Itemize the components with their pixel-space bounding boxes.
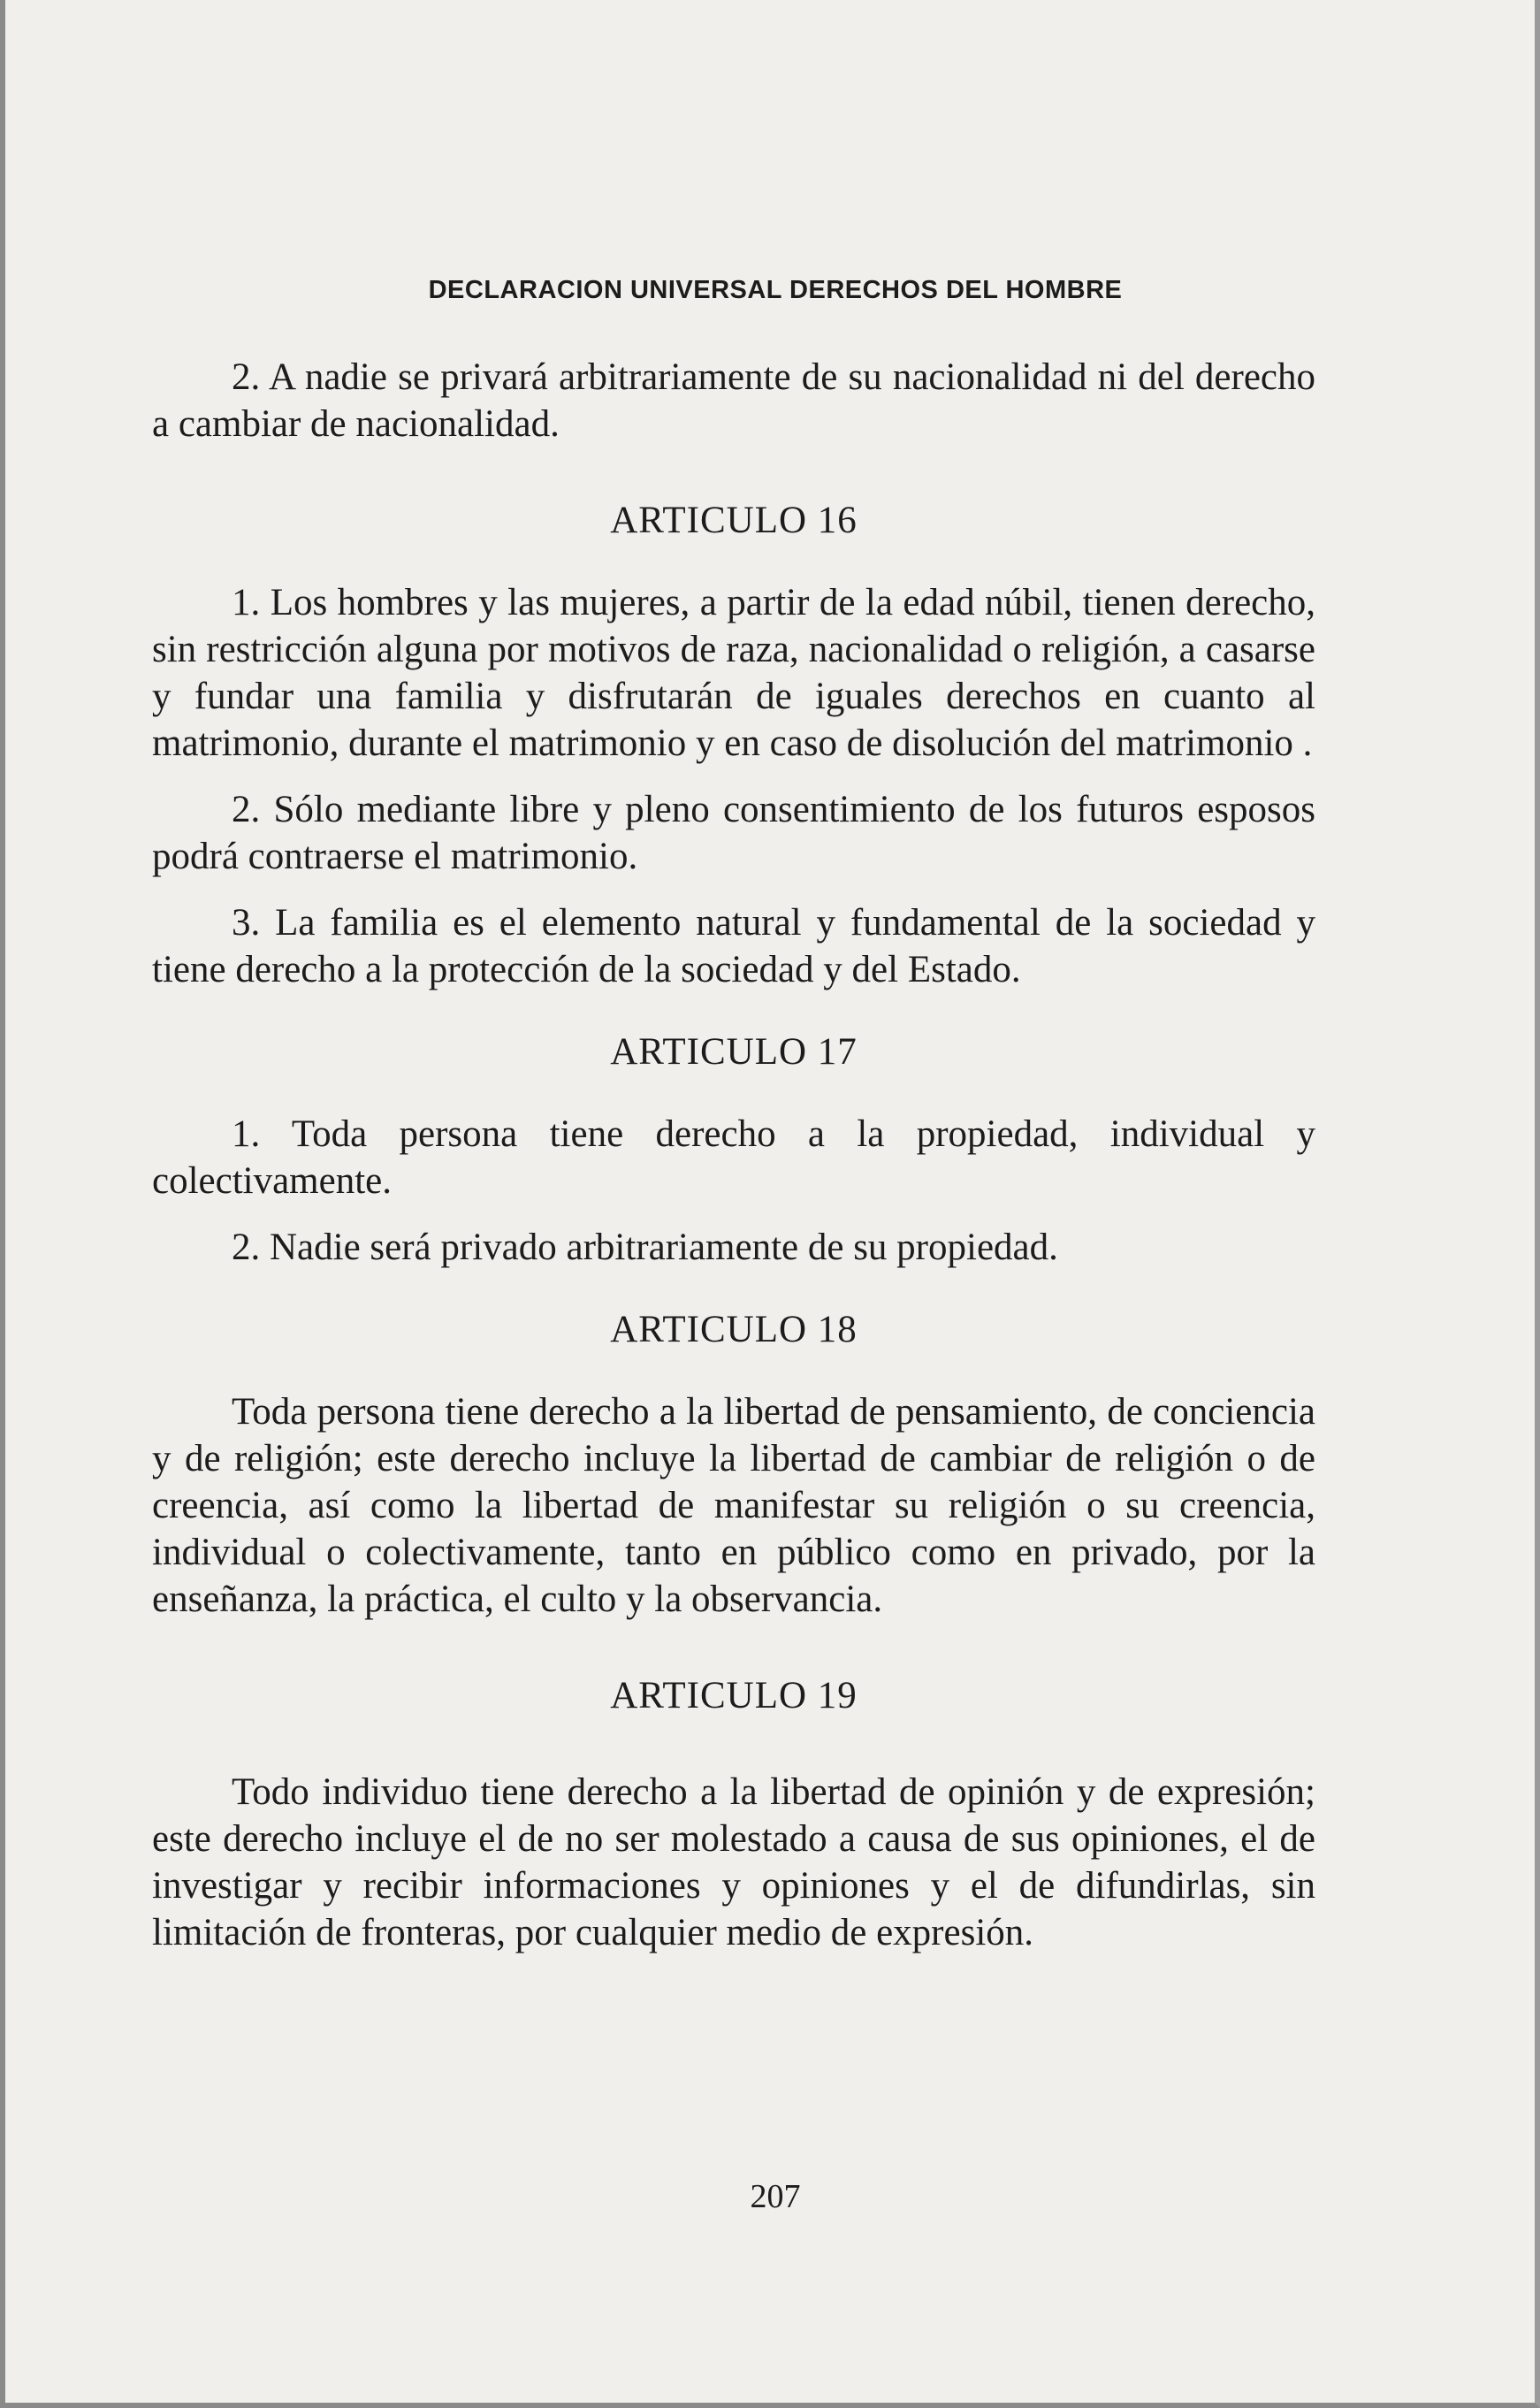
- article-16-paragraph-2: 2. Sólo mediante libre y pleno consentimiento de los futuros esposos podrá contraerse el matrimonio.: [152, 789, 1315, 877]
- article-17-heading: ARTICULO 17: [610, 1031, 858, 1073]
- page-number: 207: [750, 2178, 801, 2215]
- article-19-paragraph-1: Todo individuo tiene derecho a la libertad de opinión y de expresión; este derecho incluye el de no ser molestado a causa de sus opiniones, el de investigar y recibir informaciones y opiniones y el de difundirlas, sin limitación de fronteras, por cualquier medio de expresión.: [152, 1771, 1315, 1953]
- article-16-paragraph-1: 1. Los hombres y las mujeres, a partir de la edad núbil, tienen derecho, sin restricción alguna por motivos de raza, nacionalidad o religión, a casarse y fundar una familia y disfrutarán de iguales derechos en cuanto al matrimonio, durante el matrimonio y en caso de disolución del matrimonio .: [152, 582, 1315, 764]
- article-16-heading: ARTICULO 16: [610, 500, 858, 541]
- article-18-paragraph-1: Toda persona tiene derecho a la libertad de pensamiento, de conciencia y de religión; este derecho incluye la libertad de cambiar de religión o de creencia, así como la libertad de manifestar su religión o su creencia, individual o colectivamente, tanto en público como en privado, por la enseñanza, la práctica, el culto y la observancia.: [152, 1391, 1315, 1620]
- article-16-paragraph-3: 3. La familia es el elemento natural y fundamental de la sociedad y tiene derecho a la protección de la sociedad y del Estado.: [152, 902, 1315, 990]
- article-19-heading: ARTICULO 19: [610, 1675, 858, 1716]
- body-text: [152, 354, 1315, 1956]
- article-17-paragraph-1: 1. Toda persona tiene derecho a la propiedad, individual y colectivamente.: [152, 1113, 1315, 1202]
- article-18-heading: ARTICULO 18: [610, 1309, 858, 1350]
- article-15-paragraph-2: 2. A nadie se privará arbitrariamente de su nacionalidad ni del derecho a cambiar de nacionalidad.: [152, 356, 1315, 445]
- article-17-paragraph-2: 2. Nadie será privado arbitrariamente de su propiedad.: [232, 1227, 1058, 1268]
- running-head: DECLARACION UNIVERSAL DERECHOS DEL HOMBRE: [428, 276, 1123, 304]
